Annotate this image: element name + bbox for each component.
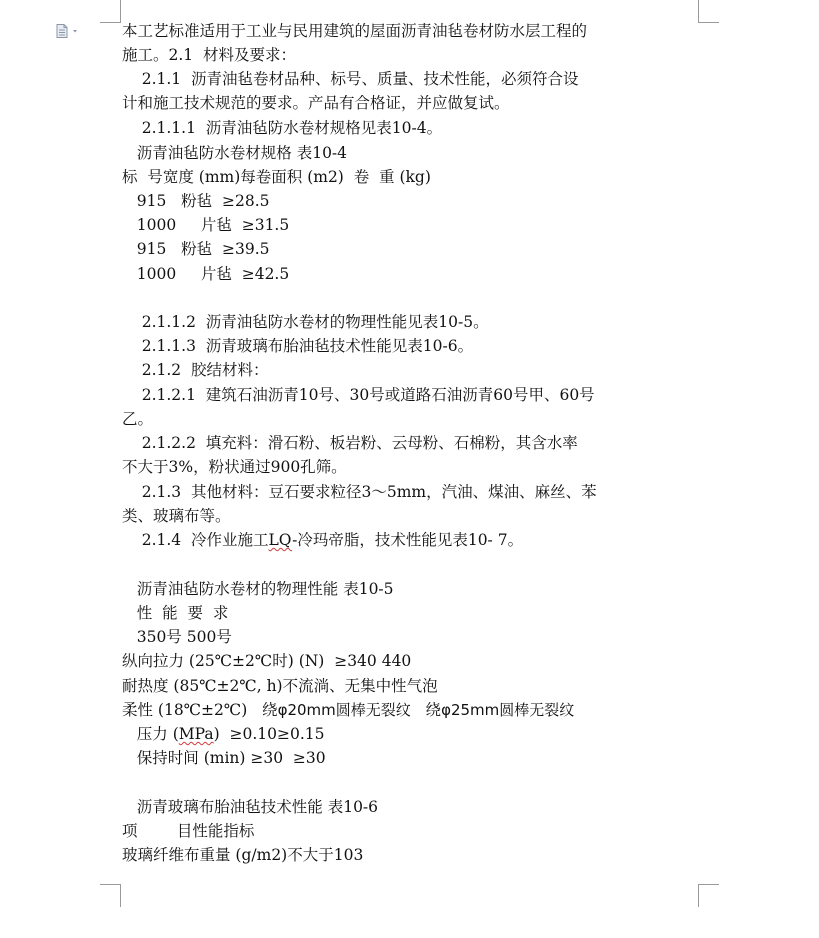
table-header: 标 号宽度 (mm)每卷面积 (m2) 卷 重 (kg) bbox=[122, 168, 431, 186]
table-row: 玻璃纤维布重量 (g/m2)不大于103 bbox=[122, 846, 364, 864]
table-row: 耐热度 (85℃±2℃, h)不流淌、无集中性气泡 bbox=[122, 677, 438, 695]
text-line bbox=[122, 529, 523, 551]
table-row: 915 粉毡 ≥39.5 bbox=[122, 240, 270, 258]
text-line: 乙。 bbox=[122, 410, 154, 428]
document-icon bbox=[56, 24, 80, 38]
crop-mark-top-right bbox=[698, 0, 719, 23]
table-header: 项 目性能指标 bbox=[122, 822, 255, 840]
spelling-error-mark[interactable]: LQ bbox=[268, 531, 293, 549]
table-row: 保持时间 (min) ≥30 ≥30 bbox=[122, 749, 326, 767]
table-caption: 沥青油毡防水卷材规格 表10-4 bbox=[122, 144, 348, 162]
text-line: 类、玻璃布等。 bbox=[122, 507, 231, 525]
table-caption: 沥青玻璃布胎油毡技术性能 表10-6 bbox=[122, 798, 379, 816]
table-row: 1000 片毡 ≥31.5 bbox=[122, 216, 290, 234]
text-span: 柔性 (18℃±2℃) 绕 bbox=[122, 701, 278, 719]
text-span: 压力 ( bbox=[122, 725, 179, 743]
table-header: 性 能 要 求 bbox=[122, 604, 229, 622]
table-row: 1000 片毡 ≥42.5 bbox=[122, 265, 290, 283]
text-line: 本工艺标准适用于工业与民用建筑的屋面沥青油毡卷材防水层工程的 bbox=[122, 22, 588, 40]
text-line: 2.1.1.1 沥青油毡防水卷材规格见表10-4。 bbox=[122, 119, 443, 137]
table-header: 350号 500号 bbox=[122, 628, 232, 646]
text-span: φ20mm圆棒无裂纹 bbox=[277, 701, 411, 719]
table-caption: 沥青油毡防水卷材的物理性能 表10-5 bbox=[122, 580, 394, 598]
text-line: 2.1.1.3 沥青玻璃布胎油毡技术性能见表10-6。 bbox=[122, 337, 474, 355]
text-line: 2.1.3 其他材料：豆石要求粒径3～5mm，汽油、煤油、麻丝、苯 bbox=[122, 483, 597, 501]
table-row: 纵向拉力 (25℃±2℃时) (N) ≥340 440 bbox=[122, 652, 412, 670]
crop-mark-top-left bbox=[100, 0, 121, 23]
spelling-error-mark[interactable]: MPa bbox=[178, 725, 214, 743]
table-row bbox=[122, 699, 574, 721]
text-span: ) ≥0.10≥0.15 bbox=[213, 725, 325, 743]
text-line: 计和施工技术规范的要求。产品有合格证，并应做复试。 bbox=[122, 94, 510, 112]
text-line: 施工。2.1 材料及要求： bbox=[122, 46, 297, 64]
table-row bbox=[122, 723, 325, 745]
text-line: 2.1.2.1 建筑石油沥青10号、30号或道路石油沥青60号甲、60号 bbox=[122, 386, 595, 404]
text-line: 2.1.2 胶结材料： bbox=[122, 361, 269, 379]
text-line: 2.1.1.2 沥青油毡防水卷材的物理性能见表10-5。 bbox=[122, 313, 489, 331]
text-line: 2.1.1 沥青油毡卷材品种、标号、质量、技术性能，必须符合设 bbox=[122, 70, 579, 88]
text-line: 2.1.2.2 填充料：滑石粉、板岩粉、云母粉、石棉粉，其含水率 bbox=[122, 434, 578, 452]
text-span: 绕 bbox=[410, 701, 442, 719]
text-line: 不大于3%，粉状通过900孔筛。 bbox=[122, 458, 347, 476]
table-row: 915 粉毡 ≥28.5 bbox=[122, 192, 270, 210]
document-options-button[interactable] bbox=[56, 24, 80, 38]
text-span: φ25mm圆棒无裂纹 bbox=[441, 701, 575, 719]
text-span: 2.1.4 冷作业施工 bbox=[122, 531, 269, 549]
crop-mark-bottom-left bbox=[100, 884, 121, 907]
chevron-down-icon bbox=[73, 30, 77, 33]
crop-mark-bottom-right bbox=[698, 884, 719, 907]
text-span: -冷玛帝脂，技术性能见表10- 7。 bbox=[292, 531, 524, 549]
